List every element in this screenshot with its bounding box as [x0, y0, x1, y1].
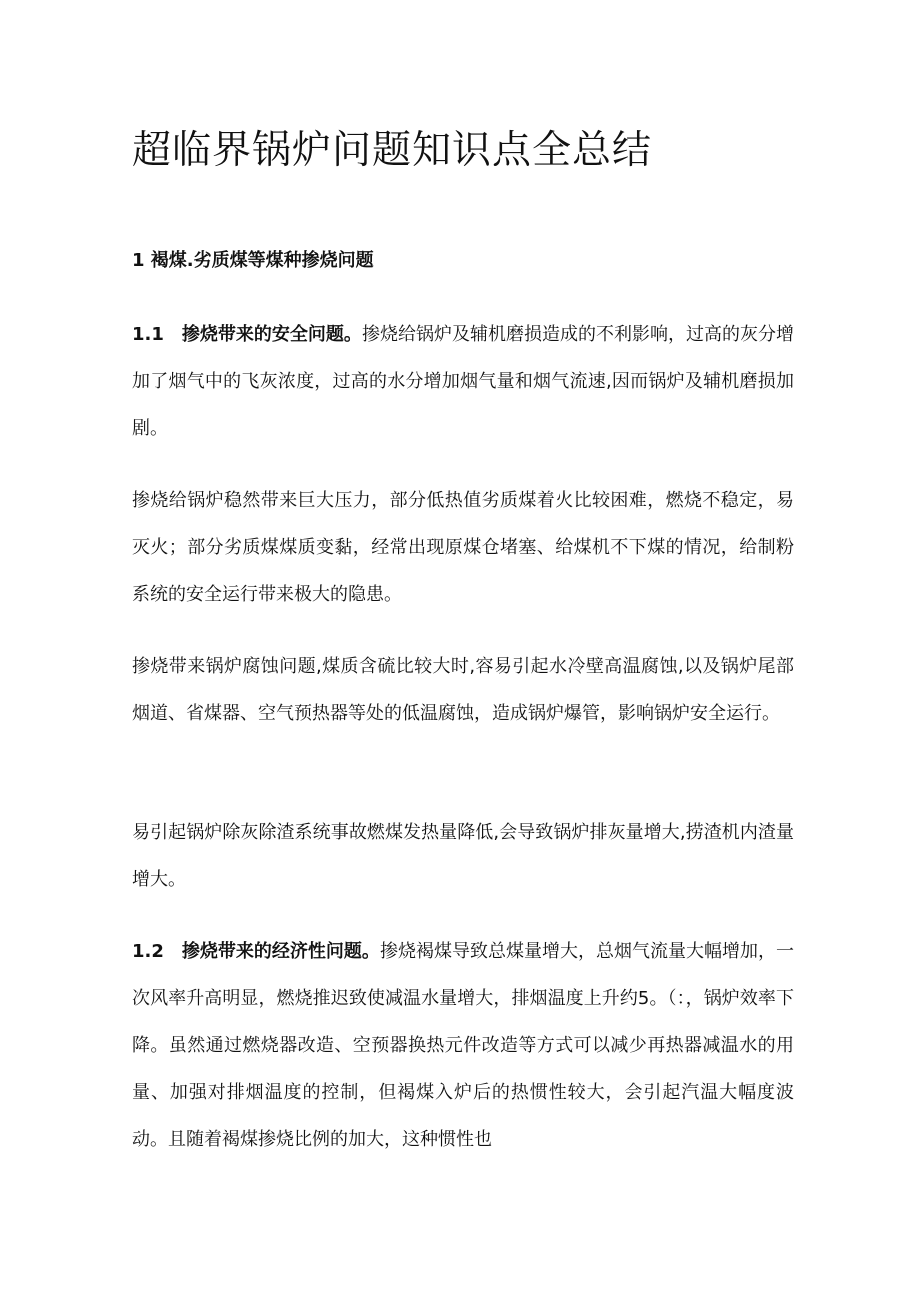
paragraph-text: 易引起锅炉除灰除渣系统事故燃煤发热量降低,会导致锅炉排灰量增大,捞渣机内渣量增大。 [132, 822, 794, 890]
document-title: 超临界锅炉问题知识点全总结 [132, 128, 653, 173]
paragraph-text: 掺烧给锅炉及辅机磨损造成的不利影响，过高的灰分增加了烟气中的飞灰浓度，过高的水分增加烟气量和烟气流速,因而锅炉及辅机磨损加剧。 [132, 324, 795, 439]
paragraph-combustion-stability [132, 477, 794, 618]
paragraph-text: 掺烧褐煤导致总煤量增大，总烟气流量大幅增加，一次风率升高明显，燃烧推迟致使减温水量增大，排烟温度上升约5。（：，锅炉效率下降。虽然通过燃烧器改造、空预器换热元件改造等方式可以减少再热器减温水的用量、加强对排烟温度的控制，但褐煤入炉后的热惯性较大，会引起汽温大幅度波动。且随着褐煤掺烧比例的加大，这种惯性也 [132, 941, 795, 1150]
paragraph-ash-slag [132, 809, 794, 903]
paragraph-lead: 1.2 掺烧带来的经济性问题。 [132, 941, 380, 962]
section-heading: 1 褐煤.劣质煤等煤种掺烧问题 [132, 250, 374, 271]
paragraph-text: 掺烧给锅炉稳然带来巨大压力，部分低热值劣质煤着火比较困难，燃烧不稳定，易灭火；部分劣质煤煤质变黏，经常出现原煤仓堵塞、给煤机不下煤的情况，给制粉系统的安全运行带来极大的隐患。 [132, 490, 794, 605]
paragraph-safety-wear [132, 311, 794, 452]
paragraph-economy [132, 928, 794, 1163]
paragraph-text: 掺烧带来锅炉腐蚀问题,煤质含硫比较大时,容易引起水冷壁高温腐蚀,以及锅炉尾部烟道、省煤器、空气预热器等处的低温腐蚀，造成锅炉爆管，影响锅炉安全运行。 [132, 656, 794, 724]
paragraph-lead: 1.1 掺烧带来的安全问题。 [132, 324, 362, 345]
paragraph-corrosion [132, 643, 794, 737]
